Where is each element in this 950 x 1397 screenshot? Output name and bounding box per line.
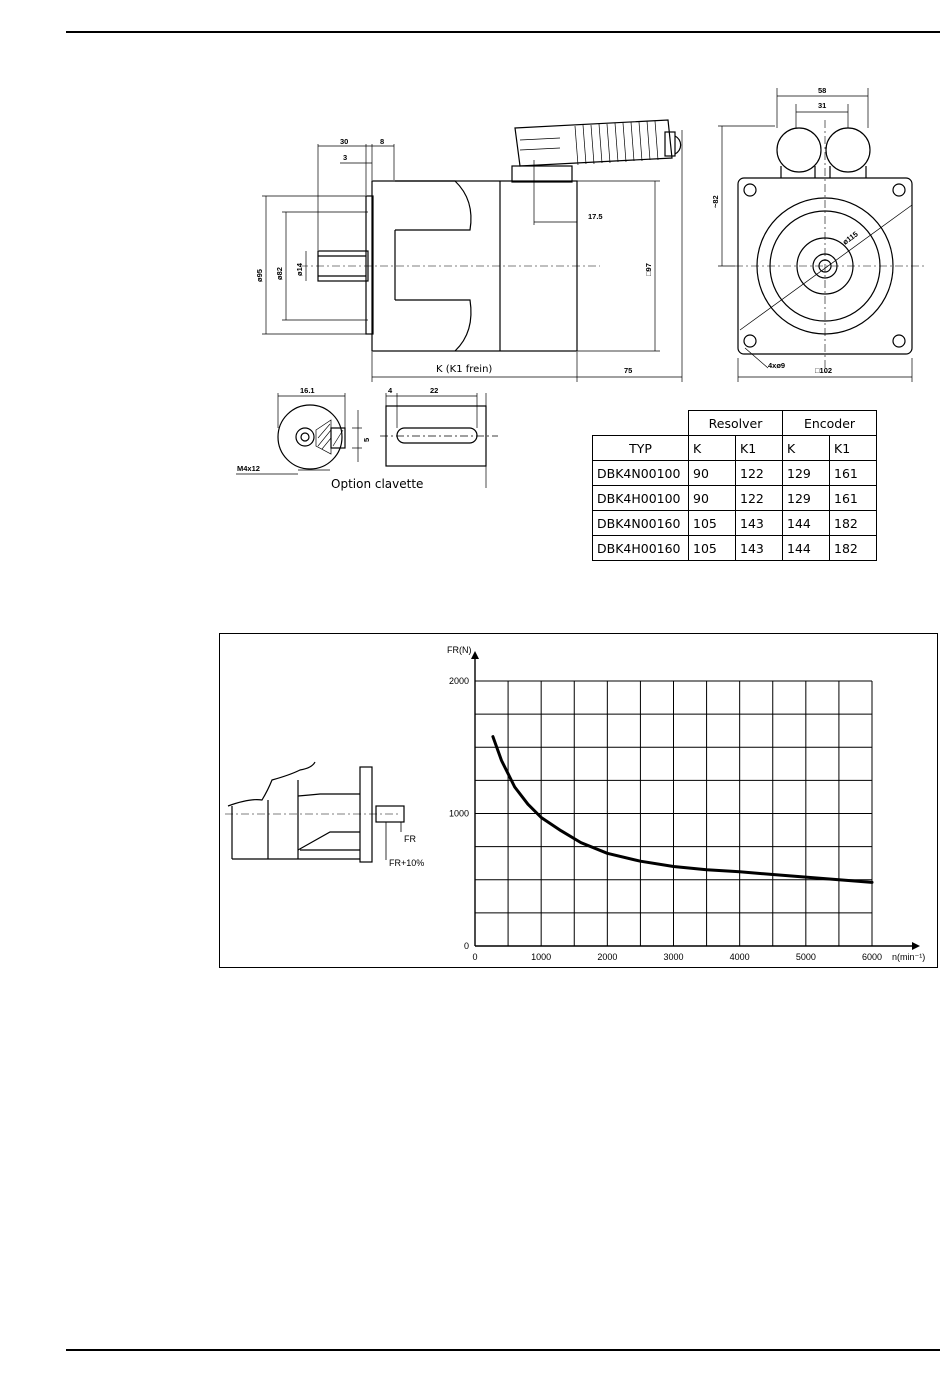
table-cell: 182 <box>830 511 877 536</box>
table-cell: 161 <box>830 461 877 486</box>
y-tick-label: 2000 <box>448 676 469 686</box>
table-header-typ: TYP <box>593 436 689 461</box>
table-cell: 129 <box>783 486 830 511</box>
dim-m4x12: M4x12 <box>237 464 260 473</box>
y-tick-label: 0 <box>463 941 469 951</box>
y-tick-label: 1000 <box>448 808 469 819</box>
dim-k-k1: K (K1 frein) <box>436 364 493 375</box>
table-cell: 144 <box>783 511 830 536</box>
table-header-k1: K1 <box>736 436 783 461</box>
dim-8: 8 <box>380 137 385 146</box>
dim-30: 30 <box>340 137 349 146</box>
dim-d115: ø115 <box>840 229 860 247</box>
dim-22: 22 <box>430 386 439 395</box>
x-tick-label: 5000 <box>795 952 816 962</box>
key-detail-end-view <box>278 405 345 469</box>
x-tick-label: 2000 <box>597 952 618 962</box>
table-cell: 90 <box>689 461 736 486</box>
dim-102: □102 <box>815 366 833 375</box>
table-group-resolver: Resolver <box>689 411 783 436</box>
dim-17-5: 17.5 <box>588 212 603 221</box>
table-row <box>593 536 877 561</box>
dim-16-1: 16.1 <box>300 386 315 395</box>
table-cell: DBK4N00160 <box>593 511 689 536</box>
table-cell: 182 <box>830 536 877 561</box>
table-cell: 143 <box>736 511 783 536</box>
dim-82b: ~82 <box>711 195 720 208</box>
dim-d82: ø82 <box>275 267 284 280</box>
table-header-k: K <box>783 436 830 461</box>
table-group-row <box>593 411 877 436</box>
motor-front-view <box>738 128 912 354</box>
table-cell: DBK4H00100 <box>593 486 689 511</box>
dim-75: 75 <box>624 366 633 375</box>
table-cell: DBK4H00160 <box>593 536 689 561</box>
table-cell: DBK4N00100 <box>593 461 689 486</box>
dim-58: 58 <box>818 86 827 95</box>
dim-31: 31 <box>818 101 827 110</box>
table-cell: 105 <box>689 536 736 561</box>
table-cell: 122 <box>736 486 783 511</box>
dim-d95: ø95 <box>255 269 264 282</box>
option-clavette-label: Option clavette <box>331 477 424 491</box>
dimension-table <box>592 410 877 561</box>
table-header-row <box>593 436 877 461</box>
x-tick-label: 4000 <box>729 952 750 962</box>
x-tick-label: 6000 <box>861 952 883 962</box>
x-axis-label: n(min⁻¹) <box>892 952 926 962</box>
table-cell: 143 <box>736 536 783 561</box>
dim-5: 5 <box>362 437 371 442</box>
table-cell: 122 <box>736 461 783 486</box>
table-row <box>593 511 877 536</box>
table-corner <box>593 411 689 436</box>
table-cell: 90 <box>689 486 736 511</box>
table-cell: 144 <box>783 536 830 561</box>
dim-3: 3 <box>343 153 348 162</box>
table-group-encoder: Encoder <box>783 411 877 436</box>
motor-side-view <box>318 120 681 351</box>
dim-4x9: 4xø9 <box>768 361 786 370</box>
x-tick-label: 1000 <box>531 952 552 962</box>
dim-d14: ø14 <box>295 263 304 276</box>
table-row <box>593 486 877 511</box>
table-cell: 129 <box>783 461 830 486</box>
x-tick-label: 0 <box>472 952 478 962</box>
table-row <box>593 461 877 486</box>
chart-frame <box>219 633 938 968</box>
y-axis-label: FR(N) <box>447 645 472 655</box>
table-cell: 105 <box>689 511 736 536</box>
force-fr10-label: FR+10% <box>389 858 425 868</box>
table-header-k: K <box>689 436 736 461</box>
dim-4: 4 <box>388 386 393 395</box>
table-header-k1: K1 <box>830 436 877 461</box>
table-cell: 161 <box>830 486 877 511</box>
dim-97: □97 <box>644 263 653 276</box>
force-fr-label: FR <box>404 834 416 844</box>
x-tick-label: 3000 <box>663 952 684 962</box>
